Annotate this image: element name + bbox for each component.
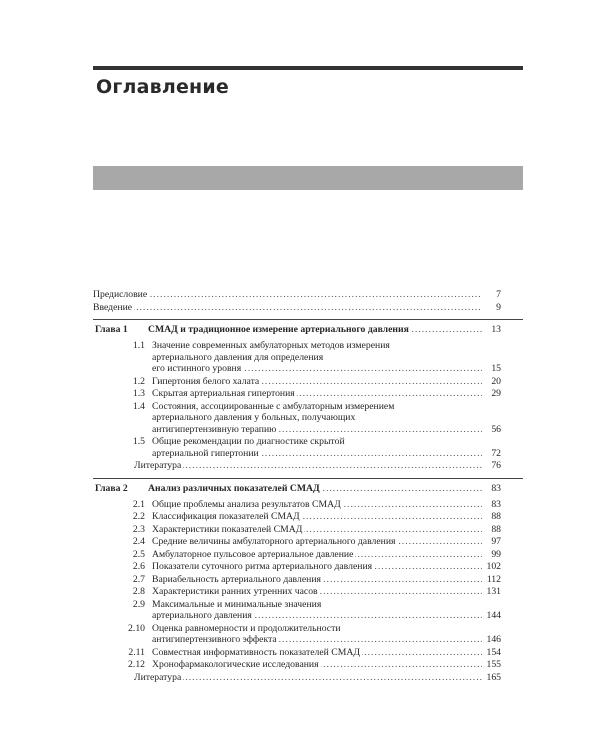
chapter-page: 13 bbox=[491, 324, 501, 335]
section-page: 146 bbox=[486, 634, 501, 645]
section-entry bbox=[93, 499, 501, 511]
section-leader bbox=[152, 499, 482, 511]
table-of-contents bbox=[93, 289, 501, 684]
section-last-line bbox=[152, 388, 501, 400]
section-body bbox=[152, 511, 501, 523]
section-number: 2.12 bbox=[128, 659, 145, 670]
section-page: 102 bbox=[486, 561, 501, 572]
chapter-divider bbox=[93, 319, 523, 320]
section-title: Характеристики показателей СМАД bbox=[152, 523, 303, 535]
chapter-page: 83 bbox=[491, 482, 501, 494]
section-page: 88 bbox=[491, 523, 501, 535]
section-title: артериального давления bbox=[152, 610, 252, 621]
literature-leader bbox=[134, 672, 482, 684]
section-title: антигипертензивного эффекта bbox=[152, 634, 277, 645]
section-leader bbox=[152, 586, 482, 598]
section-last-line bbox=[152, 536, 501, 548]
chapter-label: Глава 2 bbox=[95, 482, 128, 494]
section-leader bbox=[152, 511, 482, 523]
section-body bbox=[152, 623, 501, 646]
section-body bbox=[152, 536, 501, 548]
section-body bbox=[152, 574, 501, 586]
toc-entry bbox=[93, 289, 501, 301]
section-title: Вариабельность артериального давления bbox=[152, 573, 321, 585]
entry-page: 9 bbox=[496, 301, 501, 313]
section-page: 112 bbox=[486, 573, 501, 585]
section-last-line bbox=[152, 561, 501, 573]
section-last-line bbox=[152, 511, 501, 523]
section-title: Показатели суточного ритма артериального давления bbox=[152, 561, 373, 572]
section-title: Скрытая артериальная гипертония bbox=[152, 388, 295, 399]
section-last-line bbox=[152, 549, 501, 561]
literature-entry bbox=[134, 672, 501, 684]
section-title: Хронофармакологические исследования bbox=[152, 659, 319, 670]
section-body bbox=[152, 401, 501, 436]
section-number: 2.1 bbox=[132, 498, 145, 510]
section-leader bbox=[152, 647, 482, 659]
section-leader bbox=[152, 659, 482, 671]
chapter-divider bbox=[93, 478, 523, 479]
chapter-title: СМАД и традиционное измерение артериального давления bbox=[148, 324, 409, 335]
section-last-line bbox=[152, 634, 501, 646]
section-last-line bbox=[152, 659, 501, 671]
toc-entry bbox=[93, 302, 501, 314]
section-entry bbox=[93, 536, 501, 548]
section-title: Классификация показателей СМАД bbox=[152, 511, 300, 522]
section-entry bbox=[93, 388, 501, 400]
section-title: Характеристики ранних утренних часов bbox=[152, 586, 318, 597]
literature-title: Литература bbox=[134, 460, 182, 471]
chapter-title: Анализ различных показателей СМАД bbox=[148, 482, 320, 494]
chapter-leader bbox=[148, 483, 482, 495]
section-number: 2.6 bbox=[132, 561, 145, 572]
section-leader bbox=[152, 561, 482, 573]
section-number: 2.3 bbox=[132, 523, 145, 535]
section-body bbox=[152, 586, 501, 598]
section-page: 88 bbox=[491, 511, 501, 522]
section-body bbox=[152, 561, 501, 573]
entry-leader bbox=[93, 302, 482, 314]
section-entry bbox=[93, 401, 501, 436]
section-title: Амбулаторное пульсовое артериальное давление bbox=[152, 548, 354, 560]
section-last-line bbox=[152, 424, 501, 436]
section-title: Гипертония белого халата bbox=[152, 375, 260, 387]
section-leader bbox=[152, 424, 482, 436]
section-line: артериального давления для определения bbox=[152, 351, 324, 363]
section-page: 97 bbox=[491, 536, 501, 547]
section-entry bbox=[93, 436, 501, 459]
section-line: артериального давления у больных, получающих bbox=[152, 412, 356, 423]
section-title: Средние величины амбулаторного артериального давления bbox=[152, 536, 396, 547]
entry-title: Введение bbox=[93, 301, 133, 313]
section-leader bbox=[152, 574, 482, 586]
section-leader bbox=[152, 524, 482, 536]
section-last-line bbox=[152, 524, 501, 536]
entry-title: Предисловие bbox=[93, 289, 148, 300]
section-page: 20 bbox=[491, 375, 501, 387]
section-page: 99 bbox=[491, 548, 501, 560]
section-number: 1.2 bbox=[132, 375, 145, 387]
section-last-line bbox=[152, 448, 501, 460]
section-number: 1.5 bbox=[132, 436, 145, 447]
section-leader bbox=[152, 634, 482, 646]
section-page: 154 bbox=[486, 646, 501, 658]
section-entry bbox=[93, 574, 501, 586]
section-page: 83 bbox=[491, 498, 501, 510]
section-number: 2.8 bbox=[132, 586, 145, 597]
section-entry bbox=[93, 659, 501, 671]
section-page: 144 bbox=[486, 610, 501, 621]
section-leader bbox=[152, 549, 482, 561]
section-page: 131 bbox=[486, 586, 501, 597]
section-body bbox=[152, 340, 501, 375]
section-body bbox=[152, 388, 501, 400]
section-number: 1.3 bbox=[132, 388, 145, 399]
chapter-label: Глава 1 bbox=[95, 324, 128, 335]
section-body bbox=[152, 647, 501, 659]
section-number: 2.10 bbox=[128, 622, 145, 634]
section-number: 2.4 bbox=[132, 536, 145, 547]
section-number: 2.5 bbox=[132, 548, 145, 560]
section-body bbox=[152, 659, 501, 671]
entry-page: 7 bbox=[496, 289, 501, 300]
section-page: 72 bbox=[491, 447, 501, 459]
decorative-band bbox=[93, 166, 523, 190]
section-body bbox=[152, 599, 501, 622]
entry-leader bbox=[93, 289, 482, 301]
section-leader bbox=[152, 536, 482, 548]
section-title: артериальной гипертонии bbox=[152, 447, 259, 459]
section-last-line bbox=[152, 610, 501, 622]
section-last-line bbox=[152, 363, 501, 375]
section-page: 56 bbox=[491, 423, 501, 435]
section-body bbox=[152, 499, 501, 511]
section-entry bbox=[93, 549, 501, 561]
section-entry bbox=[93, 340, 501, 375]
section-page: 155 bbox=[486, 659, 501, 670]
section-last-line bbox=[152, 647, 501, 659]
title-rule bbox=[93, 66, 523, 70]
section-entry bbox=[93, 647, 501, 659]
section-leader bbox=[152, 363, 482, 375]
section-last-line bbox=[152, 376, 501, 388]
section-line: Значение современных амбулаторных методов измерения bbox=[152, 340, 390, 351]
section-title: его истинного уровня bbox=[152, 363, 242, 374]
section-last-line bbox=[152, 586, 501, 598]
section-entry bbox=[93, 623, 501, 646]
section-entry bbox=[93, 599, 501, 622]
literature-page: 76 bbox=[491, 460, 501, 471]
section-number: 2.2 bbox=[132, 511, 145, 522]
section-leader bbox=[152, 610, 482, 622]
section-leader bbox=[152, 448, 482, 460]
literature-entry bbox=[134, 460, 501, 472]
section-leader bbox=[152, 376, 482, 388]
section-title: Совместная информативность показателей СМАД bbox=[152, 646, 360, 658]
section-body bbox=[152, 376, 501, 388]
section-number: 2.11 bbox=[128, 646, 145, 658]
chapter-leader bbox=[148, 324, 482, 336]
section-title: антигипертензивную терапию bbox=[152, 423, 277, 435]
section-entry bbox=[93, 561, 501, 573]
section-number: 1.4 bbox=[132, 400, 145, 412]
section-line: Максимальные и минимальные значения bbox=[152, 598, 322, 610]
section-title: Общие проблемы анализа результатов СМАД bbox=[152, 498, 341, 510]
literature-leader bbox=[134, 460, 482, 472]
literature-page: 165 bbox=[486, 671, 501, 683]
section-entry bbox=[93, 524, 501, 536]
section-entry bbox=[93, 376, 501, 388]
section-body bbox=[152, 549, 501, 561]
section-number: 2.9 bbox=[132, 598, 145, 610]
section-entry bbox=[93, 511, 501, 523]
section-line: Общие рекомендации по диагностике скрытой bbox=[152, 436, 345, 447]
section-last-line bbox=[152, 574, 501, 586]
section-entry bbox=[93, 586, 501, 598]
literature-title: Литература bbox=[134, 671, 182, 683]
section-leader bbox=[152, 388, 482, 400]
section-page: 15 bbox=[491, 363, 501, 374]
section-body bbox=[152, 436, 501, 459]
section-line: Состояния, ассоциированные с амбулаторным измерением bbox=[152, 400, 395, 412]
section-page: 29 bbox=[491, 388, 501, 399]
page-title: Оглавление bbox=[96, 76, 229, 98]
section-number: 2.7 bbox=[132, 573, 145, 585]
section-body bbox=[152, 524, 501, 536]
section-line: Оценка равномерности и продолжительности bbox=[152, 622, 341, 634]
section-last-line bbox=[152, 499, 501, 511]
chapter-heading bbox=[93, 324, 501, 336]
chapter-heading bbox=[93, 483, 501, 495]
section-number: 1.1 bbox=[132, 340, 145, 351]
